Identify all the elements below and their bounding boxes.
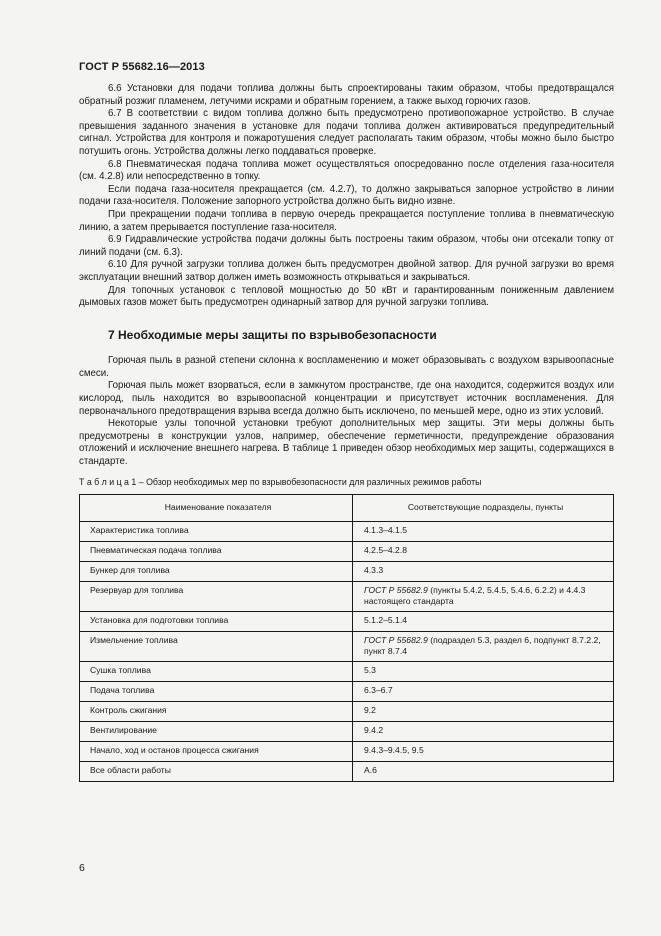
- table-row: [80, 522, 614, 542]
- table-row: [80, 682, 614, 702]
- document-body: [79, 83, 614, 782]
- table-cell-ref: 9.4.3–9.4.5, 9.5: [353, 742, 614, 762]
- section-title: 7 Необходимые меры защиты по взрывобезопасности: [108, 327, 437, 342]
- table-row: [80, 582, 614, 612]
- table-cell-ref: 5.1.2–5.1.4: [353, 612, 614, 632]
- table-cell-ref: [353, 582, 614, 612]
- table-cell-name: Бункер для топлива: [80, 562, 353, 582]
- table-cell-ref: 9.2: [353, 702, 614, 722]
- table-cell-name: Все области работы: [80, 762, 353, 782]
- reference-detail: (подраздел 5.3, раздел 6, подпункт 8.7.2.2, пункт 8.7.4: [364, 635, 601, 657]
- table-cell-name: Вентилирование: [80, 722, 353, 742]
- paragraph: При прекращении подачи топлива в первую очередь прекращается поступление топлива в пневматическую линию, а затем прерывается поступление газа-носителя.: [79, 208, 614, 233]
- paragraph: 6.6 Установки для подачи топлива должны быть спроектированы таким образом, чтобы предотвращался обратный розжиг пламенем, летучими искрами и обратным горением, а также выход горючих газов.: [79, 83, 614, 107]
- table-cell-name: Установка для подготовки топлива: [80, 612, 353, 632]
- standard-reference: ГОСТ Р 55682.9: [364, 585, 428, 596]
- paragraph: 6.9 Гидравлические устройства подачи должны быть построены таким образом, чтобы они отсекали топку от линий подачи (см. 6.3).: [79, 234, 614, 258]
- paragraph: Горючая пыль может взорваться, если в замкнутом пространстве, где она находится, содержится воздух или кислород, пыль находится во взрывоопасной концентрации и присутствует источник воспламенения. Для первоначального предотвращения взрыва всегда должно быть исключено, по меньшей мере, одно из этих условий.: [79, 380, 614, 417]
- reference-detail: (пункты 5.4.2, 5.4.5, 5.4.6, 6.2.2) и 4.4.3 настоящего стандарта: [364, 585, 586, 607]
- table-cell-name: Контроль сжигания: [80, 702, 353, 722]
- paragraph: Для топочных установок с тепловой мощностью до 50 кВт и гарантированным пониженным давлением дымовых газов может быть предусмотрен одинарный затвор для ручной загрузки топлива.: [79, 284, 614, 309]
- table-row: [80, 702, 614, 722]
- table-cell-name: Начало, ход и останов процесса сжигания: [80, 742, 353, 762]
- table-row: [80, 742, 614, 762]
- table-cell-name: Сушка топлива: [80, 662, 353, 682]
- table-row: [80, 722, 614, 742]
- table-row: [80, 662, 614, 682]
- standard-reference: ГОСТ Р 55682.9: [364, 635, 428, 646]
- table-cell-name: Измельчение топлива: [80, 632, 353, 662]
- table-row: [80, 612, 614, 632]
- paragraph: Горючая пыль в разной степени склонна к воспламенению и может образовывать с воздухом взрывоопасные смеси.: [79, 355, 614, 379]
- table-cell-ref: 9.4.2: [353, 722, 614, 742]
- table-row: [80, 762, 614, 782]
- table-row: [80, 632, 614, 662]
- measures-table: [79, 494, 614, 782]
- table-cell-ref: 4.2.5–4.2.8: [353, 542, 614, 562]
- table-row: [80, 562, 614, 582]
- paragraph: 6.7 В соответствии с видом топлива должно быть предусмотрено противопожарное устройство. В случае превышения заданного значения в установке для подачи топлива должен активироваться предупредительный сигнал. Устройства для контроля и пожаротушения следует располагать таким образом, чтобы можно было быстро потушить огонь. Устройства должны легко поддаваться проверке.: [79, 108, 614, 157]
- table-cell-ref: 4.1.3–4.1.5: [353, 522, 614, 542]
- table-cell-ref: А.6: [353, 762, 614, 782]
- table-cell-name: Характеристика топлива: [80, 522, 353, 542]
- paragraph: Некоторые узлы топочной установки требуют дополнительных мер защиты. Эти меры должны быть предусмотрены в конструкции узлов, например, обеспечение герметичности, предупреждение образования отложений и исключение внешнего нагрева. В таблице 1 приведен обзор необходимых мер защиты, содержащихся в стандарте.: [79, 418, 614, 468]
- table-cell-ref: 6.3–6.7: [353, 682, 614, 702]
- table-header-ref: Соответствующие подразделы, пункты: [353, 495, 614, 522]
- table-caption: Т а б л и ц а 1 – Обзор необходимых мер по взрывобезопасности для различных режимов работы: [79, 476, 482, 487]
- table-cell-ref: 4.3.3: [353, 562, 614, 582]
- document-header: ГОСТ Р 55682.16—2013: [79, 61, 205, 73]
- table-header-name: Наименование показателя: [80, 495, 353, 522]
- table-cell-name: Подача топлива: [80, 682, 353, 702]
- page-number: 6: [79, 862, 85, 874]
- paragraph: 6.8 Пневматическая подача топлива может осуществляться опосредованно после отделения газа-носителя (см. 4.2.8) или непосредственно в топку.: [79, 158, 614, 183]
- table-cell-name: Пневматическая подача топлива: [80, 542, 353, 562]
- table-cell-name: Резервуар для топлива: [80, 582, 353, 612]
- table-cell-ref: [353, 632, 614, 662]
- table-cell-ref: 5.3: [353, 662, 614, 682]
- paragraph: 6.10 Для ручной загрузки топлива должен быть предусмотрен двойной затвор. Для ручной загрузки во время эксплуатации внешний затвор должен иметь возможность открываться и закрываться.: [79, 259, 614, 283]
- paragraph: Если подача газа-носителя прекращается (см. 4.2.7), то должно закрываться запорное устройство в линии подачи газа-носителя. Положение запорного устройства должно быть видно извне.: [79, 183, 614, 208]
- table-row: [80, 542, 614, 562]
